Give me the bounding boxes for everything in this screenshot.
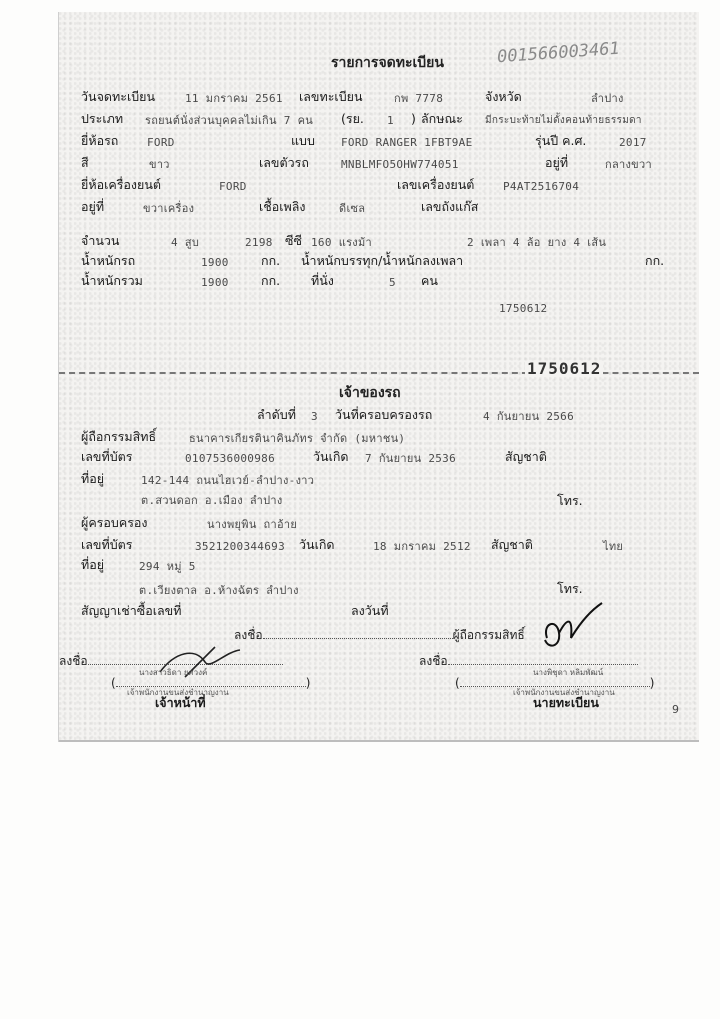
registrar-name: นางพิชุดา หลิมพัฒน์: [533, 668, 604, 677]
engine-brand-value: FORD: [219, 180, 247, 193]
vehicle-code-prefix: (รย.: [341, 111, 364, 126]
vehicle-code-value: 1: [387, 114, 394, 127]
holder-sign-label: ลงชื่อ: [234, 628, 263, 642]
model-year-value: 2017: [619, 136, 647, 149]
holder-label: ผู้ถือกรรมสิทธิ์: [81, 429, 157, 444]
officer-position: เจ้าพนักงานขนส่งชำนาญงาน: [127, 688, 229, 697]
registration-date-label: วันจดทะเบียน: [81, 89, 156, 104]
holder-address-line2: ต.สวนดอก อ.เมือง ลำปาง: [141, 494, 283, 507]
fuel-value: ดีเซล: [339, 202, 366, 215]
total-weight-value: 1900: [201, 276, 229, 289]
model-year-label: รุ่นปี ค.ศ.: [535, 133, 587, 148]
possessor-value: นางพยุพิน ถาอ้าย: [207, 518, 298, 531]
plate-label: เลขทะเบียน: [299, 89, 363, 104]
holder-phone-label: โทร.: [557, 493, 583, 508]
registrar-title: นายทะเบียน: [533, 695, 599, 710]
possessor-id-label: เลขที่บัตร: [81, 537, 133, 552]
total-weight-label: น้ำหนักรวม: [81, 273, 143, 288]
possessor-address-line2: ต.เวียงตาล อ.ห้างฉัตร ลำปาง: [139, 584, 299, 597]
seats-value: 5: [389, 276, 396, 289]
holder-id-value: 0107536000986: [185, 452, 275, 465]
possessor-id-value: 3521200344693: [195, 540, 285, 553]
order-value: 3: [311, 410, 318, 423]
registration-form: [58, 12, 699, 742]
axle-wheel-value: 2 เพลา 4 ล้อ ยาง 4 เส้น: [467, 236, 607, 249]
officer-title: เจ้าหน้าที่: [155, 695, 206, 710]
model-label: แบบ: [291, 133, 315, 148]
province-value: ลำปาง: [591, 92, 624, 105]
holder-address-label: ที่อยู่: [81, 471, 105, 486]
seats-label: ที่นั่ง: [311, 273, 334, 288]
possessor-address-label: ที่อยู่: [81, 557, 105, 572]
engine-location-label: อยู่ที่: [81, 199, 105, 214]
chassis-value: MNBLMFO5OHW774051: [341, 158, 459, 171]
color-label: สี: [81, 155, 89, 170]
engine-location-value: ขวาเครื่อง: [143, 202, 195, 215]
chassis-location-label: อยู่ที่: [545, 155, 569, 170]
count-label: จำนวน: [81, 233, 120, 248]
holder-dob-label: วันเกิด: [313, 449, 349, 464]
page-number-side: 9: [672, 703, 679, 716]
officer-name: นางสาวธิดา ยศวงค์: [139, 668, 208, 677]
holder-signature-graphic: [527, 598, 607, 658]
engine-number-label: เลขเครื่องยนต์: [397, 177, 475, 192]
order-label: ลำดับที่: [257, 407, 296, 422]
style-label: ลักษณะ: [421, 111, 463, 126]
lease-contract-label: สัญญาเช่าซื้อเลขที่: [81, 603, 182, 618]
possessor-nationality-label: สัญชาติ: [491, 537, 533, 552]
possessor-address-line1: 294 หมู่ 5: [139, 560, 196, 573]
holder-value: ธนาคารเกียรตินาคินภัทร จำกัด (มหาชน): [189, 432, 406, 445]
registrar-sign-label: ลงชื่อ: [419, 654, 448, 668]
holder-id-label: เลขที่บัตร: [81, 449, 133, 464]
cc-label: ซีซี: [285, 233, 302, 248]
chassis-location-value: กลางขวา: [605, 158, 652, 171]
large-number: 1750612: [527, 359, 602, 378]
holder-sign-line: [263, 638, 453, 639]
style-value: มีกระบะท้ายไม่ดั้งคอนท้ายธรรมดา: [485, 115, 642, 126]
page-title: รายการจดทะเบียน: [331, 55, 444, 71]
possessor-dob-value: 18 มกราคม 2512: [373, 540, 471, 553]
color-value: ขาว: [149, 158, 170, 171]
load-label: น้ำหนักบรรทุก/น้ำหนักลงเพลา: [301, 253, 464, 268]
possess-date-value: 4 กันยายน 2566: [483, 410, 575, 423]
holder-sign-suffix: ผู้ถือกรรมสิทธิ์: [452, 628, 525, 642]
plate-value: กพ 7778: [394, 92, 444, 105]
possess-date-label: วันที่ครอบครองรถ: [335, 407, 433, 422]
brand-value: FORD: [147, 136, 175, 149]
possessor-label: ผู้ครอบครอง: [81, 515, 148, 530]
province-label: จังหวัด: [485, 89, 522, 104]
engine-brand-label: ยี่ห้อเครื่องยนต์: [81, 177, 162, 192]
model-value: FORD RANGER 1FBT9AE: [341, 136, 473, 149]
holder-sign-row: [234, 628, 525, 642]
registrar-position: เจ้าพนักงานขนส่งชำนาญงาน: [513, 688, 615, 697]
engine-number-value: P4AT2516704: [503, 180, 580, 193]
possessor-phone-label: โทร.: [557, 581, 583, 596]
gas-tank-label: เลขถังแก๊ส: [421, 199, 479, 214]
vehicle-code-suffix: ): [411, 111, 416, 126]
registration-date-value: 11 มกราคม 2561: [185, 92, 283, 105]
officer-sign-label: ลงชื่อ: [59, 654, 88, 668]
holder-dob-value: 7 กันยายน 2536: [365, 452, 457, 465]
weight-label: น้ำหนักรถ: [81, 253, 136, 268]
type-label: ประเภท: [81, 111, 124, 126]
weight-value: 1900: [201, 256, 229, 269]
possessor-nationality-value: ไทย: [603, 540, 624, 553]
cylinders-value: 4 สูบ: [171, 236, 200, 249]
total-weight-unit: กก.: [261, 273, 281, 288]
load-unit: กก.: [645, 253, 665, 268]
horsepower-value: 160 แรงม้า: [311, 236, 372, 249]
owner-title: เจ้าของรถ: [339, 385, 401, 401]
type-value: รถยนต์นั่งส่วนบุคคลไม่เกิน 7 คน: [145, 114, 314, 127]
brand-label: ยี่ห้อรถ: [81, 133, 119, 148]
lease-date-label: ลงวันที่: [351, 603, 389, 618]
registrar-sign-line: [448, 664, 638, 665]
holder-nationality-label: สัญชาติ: [505, 449, 547, 464]
chassis-label: เลขตัวรถ: [259, 155, 309, 170]
officer-bracket-row: ( ): [111, 676, 311, 690]
registrar-sign-row: [419, 654, 638, 668]
document-number: 001566003461: [496, 38, 621, 68]
registration-code: 1750612: [499, 302, 548, 315]
holder-address-line1: 142-144 ถนนไฮเวย์-ลำปาง-งาว: [141, 474, 315, 487]
person-label: คน: [421, 273, 438, 288]
registrar-bracket-row: ( ): [455, 676, 655, 690]
weight-unit: กก.: [261, 253, 281, 268]
cc-value: 2198: [245, 236, 273, 249]
fuel-label: เชื้อเพลิง: [259, 199, 306, 214]
possessor-dob-label: วันเกิด: [299, 537, 335, 552]
